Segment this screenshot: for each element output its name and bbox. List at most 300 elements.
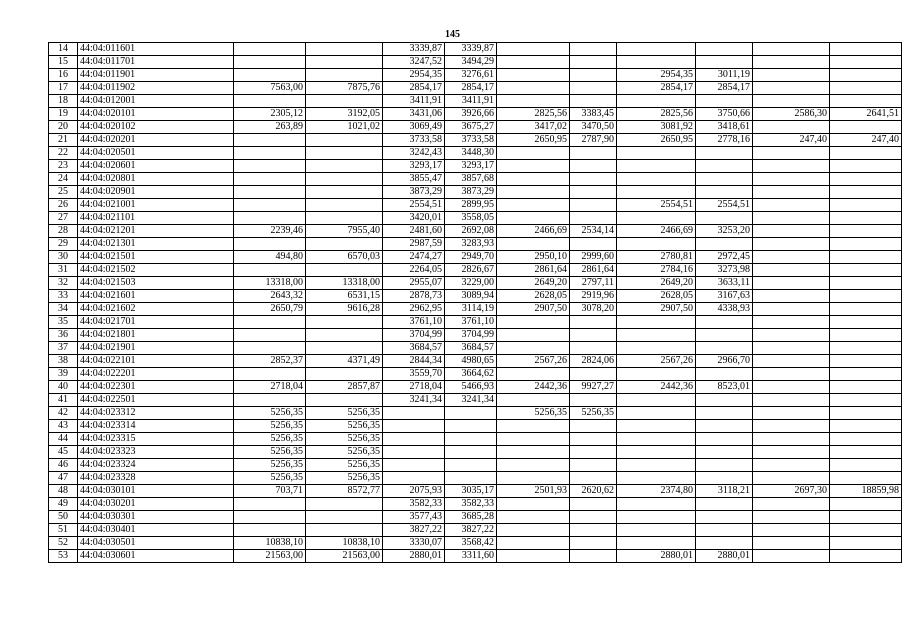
value-cell <box>753 251 830 264</box>
value-cell <box>570 433 617 446</box>
value-cell: 3418,61 <box>696 121 753 134</box>
value-cell: 3247,52 <box>383 56 445 69</box>
value-cell: 2825,56 <box>497 108 570 121</box>
value-cell <box>570 511 617 524</box>
value-cell <box>830 511 902 524</box>
value-cell: 2567,26 <box>497 355 570 368</box>
value-cell <box>383 472 445 485</box>
value-cell <box>753 303 830 316</box>
value-cell <box>753 316 830 329</box>
row-number-cell: 50 <box>49 511 78 524</box>
value-cell: 3684,57 <box>383 342 445 355</box>
value-cell: 703,71 <box>234 485 306 498</box>
value-cell <box>383 407 445 420</box>
table-row <box>49 485 902 498</box>
value-cell: 2861,64 <box>497 264 570 277</box>
value-cell <box>830 212 902 225</box>
value-cell: 3241,34 <box>383 394 445 407</box>
value-cell <box>234 498 306 511</box>
value-cell <box>696 329 753 342</box>
row-number-cell: 47 <box>49 472 78 485</box>
value-cell: 2824,06 <box>570 355 617 368</box>
value-cell: 2784,16 <box>617 264 696 277</box>
value-cell <box>830 355 902 368</box>
row-number-cell: 22 <box>49 147 78 160</box>
value-cell: 10838,10 <box>306 537 383 550</box>
cadastral-code-cell: 44:04:020601 <box>78 160 234 173</box>
value-cell <box>830 368 902 381</box>
table-row <box>49 303 902 316</box>
value-cell <box>497 329 570 342</box>
value-cell: 2567,26 <box>617 355 696 368</box>
value-cell: 2854,17 <box>383 82 445 95</box>
value-cell <box>617 472 696 485</box>
value-cell <box>570 368 617 381</box>
value-cell: 3926,66 <box>445 108 497 121</box>
table-row <box>49 264 902 277</box>
value-cell: 2650,95 <box>617 134 696 147</box>
value-cell <box>497 186 570 199</box>
value-cell: 9616,28 <box>306 303 383 316</box>
value-cell <box>306 329 383 342</box>
value-cell <box>497 69 570 82</box>
value-cell <box>445 407 497 420</box>
value-cell <box>830 199 902 212</box>
value-cell <box>306 95 383 108</box>
value-cell <box>570 212 617 225</box>
value-cell <box>617 446 696 459</box>
value-cell <box>830 537 902 550</box>
data-table <box>48 42 902 563</box>
value-cell <box>753 43 830 56</box>
row-number-cell: 45 <box>49 446 78 459</box>
value-cell: 2950,10 <box>497 251 570 264</box>
value-cell: 3011,19 <box>696 69 753 82</box>
value-cell <box>234 329 306 342</box>
value-cell: 5256,35 <box>234 407 306 420</box>
value-cell <box>570 56 617 69</box>
value-cell <box>306 134 383 147</box>
cadastral-code-cell: 44:04:020101 <box>78 108 234 121</box>
value-cell <box>234 95 306 108</box>
value-cell <box>617 238 696 251</box>
value-cell <box>696 147 753 160</box>
value-cell: 3330,07 <box>383 537 445 550</box>
value-cell <box>234 394 306 407</box>
row-number-cell: 27 <box>49 212 78 225</box>
value-cell: 3089,94 <box>445 290 497 303</box>
value-cell <box>830 225 902 238</box>
value-cell: 2374,80 <box>617 485 696 498</box>
value-cell <box>306 316 383 329</box>
value-cell: 6570,03 <box>306 251 383 264</box>
value-cell: 2955,07 <box>383 277 445 290</box>
value-cell: 3750,66 <box>696 108 753 121</box>
value-cell <box>234 56 306 69</box>
value-cell: 2780,81 <box>617 251 696 264</box>
value-cell <box>234 43 306 56</box>
value-cell <box>830 381 902 394</box>
value-cell: 21563,00 <box>234 550 306 563</box>
value-cell <box>497 160 570 173</box>
row-number-cell: 48 <box>49 485 78 498</box>
value-cell: 2501,93 <box>497 485 570 498</box>
value-cell <box>696 173 753 186</box>
value-cell <box>617 147 696 160</box>
row-number-cell: 33 <box>49 290 78 303</box>
table-row <box>49 134 902 147</box>
value-cell <box>830 472 902 485</box>
value-cell <box>696 160 753 173</box>
value-cell <box>696 498 753 511</box>
value-cell <box>753 69 830 82</box>
table-row <box>49 472 902 485</box>
value-cell: 2554,51 <box>383 199 445 212</box>
value-cell: 3568,42 <box>445 537 497 550</box>
value-cell <box>497 199 570 212</box>
table-row <box>49 69 902 82</box>
value-cell <box>617 420 696 433</box>
value-cell <box>306 524 383 537</box>
table-row <box>49 147 902 160</box>
table-row <box>49 238 902 251</box>
value-cell <box>753 433 830 446</box>
cadastral-code-cell: 44:04:021503 <box>78 277 234 290</box>
value-cell: 3293,17 <box>445 160 497 173</box>
value-cell: 2987,59 <box>383 238 445 251</box>
value-cell <box>306 394 383 407</box>
value-cell: 10838,10 <box>234 537 306 550</box>
row-number-cell: 21 <box>49 134 78 147</box>
value-cell <box>696 511 753 524</box>
value-cell <box>234 342 306 355</box>
value-cell: 2899,95 <box>445 199 497 212</box>
value-cell <box>696 316 753 329</box>
value-cell: 3411,91 <box>383 95 445 108</box>
cadastral-code-cell: 44:04:030501 <box>78 537 234 550</box>
value-cell: 2854,17 <box>617 82 696 95</box>
value-cell <box>570 173 617 186</box>
value-cell: 2852,37 <box>234 355 306 368</box>
value-cell: 4980,65 <box>445 355 497 368</box>
value-cell: 5256,35 <box>234 433 306 446</box>
value-cell: 3582,33 <box>383 498 445 511</box>
value-cell <box>570 472 617 485</box>
value-cell: 13318,00 <box>306 277 383 290</box>
value-cell: 5256,35 <box>306 459 383 472</box>
value-cell <box>696 459 753 472</box>
cadastral-code-cell: 44:04:012001 <box>78 95 234 108</box>
row-number-cell: 41 <box>49 394 78 407</box>
value-cell <box>234 264 306 277</box>
row-number-cell: 49 <box>49 498 78 511</box>
value-cell <box>753 368 830 381</box>
value-cell: 3827,22 <box>383 524 445 537</box>
value-cell: 2643,32 <box>234 290 306 303</box>
value-cell <box>753 277 830 290</box>
row-number-cell: 19 <box>49 108 78 121</box>
value-cell <box>617 316 696 329</box>
value-cell <box>497 446 570 459</box>
value-cell: 3242,43 <box>383 147 445 160</box>
value-cell <box>497 433 570 446</box>
value-cell: 2861,64 <box>570 264 617 277</box>
value-cell <box>570 550 617 563</box>
cadastral-code-cell: 44:04:021501 <box>78 251 234 264</box>
value-cell <box>497 498 570 511</box>
row-number-cell: 28 <box>49 225 78 238</box>
value-cell <box>617 407 696 420</box>
row-number-cell: 40 <box>49 381 78 394</box>
row-number-cell: 32 <box>49 277 78 290</box>
value-cell: 2954,35 <box>383 69 445 82</box>
value-cell <box>570 95 617 108</box>
value-cell <box>570 238 617 251</box>
value-cell <box>617 537 696 550</box>
value-cell: 3078,20 <box>570 303 617 316</box>
value-cell: 3733,58 <box>445 134 497 147</box>
value-cell <box>830 160 902 173</box>
value-cell: 2554,51 <box>696 199 753 212</box>
value-cell: 2966,70 <box>696 355 753 368</box>
value-cell: 4338,93 <box>696 303 753 316</box>
value-cell <box>234 134 306 147</box>
value-cell <box>234 316 306 329</box>
value-cell: 3633,11 <box>696 277 753 290</box>
value-cell <box>497 173 570 186</box>
cadastral-code-cell: 44:04:023324 <box>78 459 234 472</box>
value-cell <box>830 550 902 563</box>
value-cell <box>753 524 830 537</box>
value-cell <box>497 147 570 160</box>
value-cell: 3293,17 <box>383 160 445 173</box>
value-cell <box>497 368 570 381</box>
cadastral-code-cell: 44:04:022501 <box>78 394 234 407</box>
row-number-cell: 35 <box>49 316 78 329</box>
value-cell <box>306 238 383 251</box>
table-row <box>49 160 902 173</box>
value-cell: 2466,69 <box>617 225 696 238</box>
table-row <box>49 498 902 511</box>
value-cell <box>753 56 830 69</box>
value-cell <box>570 186 617 199</box>
row-number-cell: 15 <box>49 56 78 69</box>
value-cell: 494,80 <box>234 251 306 264</box>
row-number-cell: 20 <box>49 121 78 134</box>
page-number: 145 <box>445 29 460 40</box>
value-cell: 2697,30 <box>753 485 830 498</box>
cadastral-code-cell: 44:04:023312 <box>78 407 234 420</box>
value-cell <box>234 524 306 537</box>
value-cell <box>445 446 497 459</box>
cadastral-code-cell: 44:04:020901 <box>78 186 234 199</box>
table-row <box>49 407 902 420</box>
value-cell <box>570 446 617 459</box>
value-cell: 2880,01 <box>617 550 696 563</box>
value-cell: 3035,17 <box>445 485 497 498</box>
value-cell: 3192,05 <box>306 108 383 121</box>
value-cell <box>570 420 617 433</box>
value-cell <box>696 342 753 355</box>
value-cell: 3167,63 <box>696 290 753 303</box>
value-cell: 2857,87 <box>306 381 383 394</box>
value-cell: 5256,35 <box>497 407 570 420</box>
value-cell: 7563,00 <box>234 82 306 95</box>
value-cell <box>696 394 753 407</box>
value-cell <box>696 43 753 56</box>
value-cell <box>234 186 306 199</box>
value-cell <box>753 381 830 394</box>
value-cell: 3873,29 <box>383 186 445 199</box>
value-cell <box>445 420 497 433</box>
value-cell: 8523,01 <box>696 381 753 394</box>
value-cell <box>497 95 570 108</box>
value-cell <box>830 121 902 134</box>
value-cell: 5466,93 <box>445 381 497 394</box>
value-cell <box>753 238 830 251</box>
cadastral-code-cell: 44:04:011601 <box>78 43 234 56</box>
cadastral-code-cell: 44:04:023314 <box>78 420 234 433</box>
value-cell: 2442,36 <box>617 381 696 394</box>
value-cell <box>617 498 696 511</box>
value-cell <box>570 69 617 82</box>
value-cell: 3470,50 <box>570 121 617 134</box>
value-cell <box>753 511 830 524</box>
row-number-cell: 29 <box>49 238 78 251</box>
value-cell <box>497 420 570 433</box>
value-cell: 2826,67 <box>445 264 497 277</box>
value-cell <box>830 303 902 316</box>
value-cell <box>497 537 570 550</box>
value-cell: 3664,62 <box>445 368 497 381</box>
table-row <box>49 173 902 186</box>
value-cell <box>830 277 902 290</box>
value-cell: 3873,29 <box>445 186 497 199</box>
value-cell: 2907,50 <box>497 303 570 316</box>
value-cell <box>753 212 830 225</box>
table-row <box>49 524 902 537</box>
value-cell: 7875,76 <box>306 82 383 95</box>
value-cell: 21563,00 <box>306 550 383 563</box>
value-cell <box>617 212 696 225</box>
table-row <box>49 251 902 264</box>
value-cell: 1021,02 <box>306 121 383 134</box>
row-number-cell: 18 <box>49 95 78 108</box>
value-cell: 247,40 <box>830 134 902 147</box>
value-cell <box>570 147 617 160</box>
value-cell: 3675,27 <box>445 121 497 134</box>
value-cell: 2880,01 <box>383 550 445 563</box>
value-cell: 2907,50 <box>617 303 696 316</box>
value-cell: 2718,04 <box>234 381 306 394</box>
value-cell <box>617 95 696 108</box>
value-cell: 5256,35 <box>234 446 306 459</box>
cadastral-code-cell: 44:04:023328 <box>78 472 234 485</box>
value-cell <box>617 511 696 524</box>
value-cell <box>830 446 902 459</box>
cadastral-code-cell: 44:04:021602 <box>78 303 234 316</box>
cadastral-code-cell: 44:04:021901 <box>78 342 234 355</box>
cadastral-code-cell: 44:04:021801 <box>78 329 234 342</box>
value-cell <box>753 121 830 134</box>
value-cell: 3069,49 <box>383 121 445 134</box>
value-cell <box>753 199 830 212</box>
value-cell <box>830 329 902 342</box>
value-cell: 3081,92 <box>617 121 696 134</box>
row-number-cell: 26 <box>49 199 78 212</box>
value-cell: 2718,04 <box>383 381 445 394</box>
cadastral-code-cell: 44:04:030101 <box>78 485 234 498</box>
value-cell: 247,40 <box>753 134 830 147</box>
value-cell <box>696 56 753 69</box>
value-cell <box>306 342 383 355</box>
cadastral-code-cell: 44:04:020501 <box>78 147 234 160</box>
value-cell <box>830 316 902 329</box>
table-row <box>49 186 902 199</box>
value-cell: 2854,17 <box>696 82 753 95</box>
value-cell: 3855,47 <box>383 173 445 186</box>
value-cell: 5256,35 <box>306 433 383 446</box>
value-cell <box>830 433 902 446</box>
value-cell <box>306 160 383 173</box>
value-cell: 3420,01 <box>383 212 445 225</box>
table-row <box>49 329 902 342</box>
value-cell <box>696 446 753 459</box>
value-cell <box>306 511 383 524</box>
value-cell <box>383 433 445 446</box>
value-cell <box>497 394 570 407</box>
value-cell: 3118,21 <box>696 485 753 498</box>
value-cell <box>753 95 830 108</box>
value-cell: 263,89 <box>234 121 306 134</box>
value-cell <box>753 342 830 355</box>
value-cell: 2797,11 <box>570 277 617 290</box>
row-number-cell: 37 <box>49 342 78 355</box>
value-cell <box>570 524 617 537</box>
value-cell: 5256,35 <box>306 407 383 420</box>
value-cell <box>234 511 306 524</box>
value-cell <box>830 147 902 160</box>
value-cell <box>830 95 902 108</box>
value-cell <box>753 225 830 238</box>
row-number-cell: 44 <box>49 433 78 446</box>
table-row <box>49 316 902 329</box>
value-cell <box>696 95 753 108</box>
value-cell <box>234 160 306 173</box>
value-cell <box>306 368 383 381</box>
row-number-cell: 53 <box>49 550 78 563</box>
value-cell: 2534,14 <box>570 225 617 238</box>
value-cell <box>497 472 570 485</box>
value-cell: 2305,12 <box>234 108 306 121</box>
value-cell: 2649,20 <box>497 277 570 290</box>
value-cell <box>306 173 383 186</box>
row-number-cell: 46 <box>49 459 78 472</box>
value-cell: 2466,69 <box>497 225 570 238</box>
table-row <box>49 550 902 563</box>
value-cell <box>617 329 696 342</box>
value-cell: 3311,60 <box>445 550 497 563</box>
table-row <box>49 459 902 472</box>
row-number-cell: 14 <box>49 43 78 56</box>
value-cell <box>830 407 902 420</box>
value-cell <box>830 173 902 186</box>
value-cell <box>753 173 830 186</box>
value-cell <box>830 69 902 82</box>
value-cell: 5256,35 <box>234 459 306 472</box>
value-cell: 2264,05 <box>383 264 445 277</box>
value-cell <box>753 290 830 303</box>
